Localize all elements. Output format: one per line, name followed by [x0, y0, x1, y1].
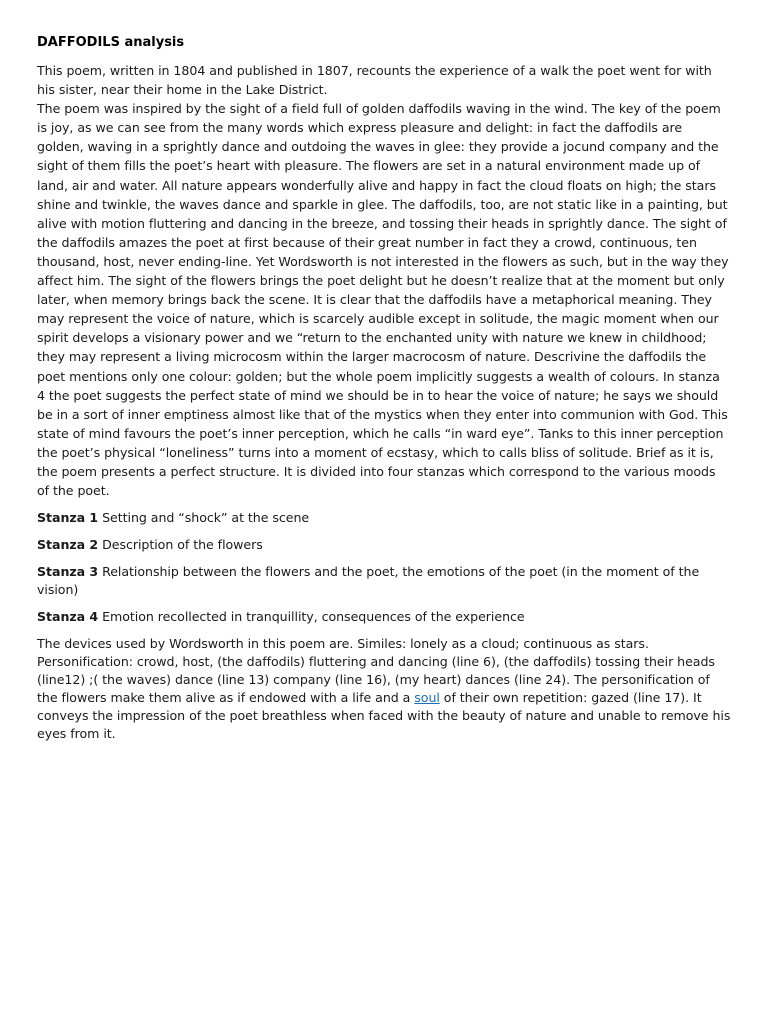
stanza-1-text: Setting and “shock” at the scene: [98, 510, 310, 526]
stanza-3-text: Relationship between the flowers and the poet, the emotions of the poet (in the moment of the vision): [37, 564, 700, 598]
stanza-4-line: [37, 608, 731, 626]
stanza-2-line: [37, 536, 731, 554]
document-page: [37, 33, 731, 743]
stanza-3-line: [37, 563, 731, 599]
stanza-4-text: Emotion recollected in tranquillity, consequences of the experience: [98, 609, 525, 625]
document-title: DAFFODILS analysis: [37, 35, 185, 50]
stanza-2-label: Stanza 2: [37, 537, 99, 553]
stanza-1-label: Stanza 1: [37, 510, 99, 526]
stanza-1-line: [37, 509, 731, 527]
stanza-2-text: Description of the flowers: [98, 537, 263, 553]
devices-text-end: of their own repetition: gazed (line 17). It conveys the impression of the poet breathless when faced with the beauty of nature and unable to remove his eyes from it.: [37, 690, 731, 742]
devices-paragraph: [37, 635, 731, 743]
stanza-3-label: Stanza 3: [37, 564, 99, 580]
stanza-4-label: Stanza 4: [37, 609, 99, 625]
intro-paragraph-2: The poem was inspired by the sight of a field full of golden daffodils waving in the wind. The key of the poem is joy, as we can see from the many words which express pleasure and delight: in fact the daffodils are golden, waving in a sprightly dance and outdoing the waves in glee: they provide a jocund company and the sight of them fills the poet’s heart with pleasure. The flowers are set in a natural environment made up of land, air and water. All nature appears wonderfully alive and happy in fact the cloud floats on high; the stars shine and twinkle, the waves dance and sparkle in glee. The daffodils, too, are not static like in a painting, but alive with motion fluttering and dancing in the breeze, and tossing their heads in sprightly dance. The sight of the daffodils amazes the poet at first because of their great number in fact they a crowd, continuous, ten thousand, host, never ending-line. Yet Wordsworth is not interested in the flowers as such, but in the way they affect him. The sight of the flowers brings the poet delight but he doesn’t realize that at the moment but only later, when memory brings back the scene. It is clear that the daffodils have a metaphorical meaning. They may represent the voice of nature, which is scarcely audible except in solitude, the magic moment when our spirit develops a visionary power and we “return to the enchanted unity with nature we knew in childhood; they may represent a living microcosm within the larger macrocosm of nature. Descrivine the daffodils the poet mentions only one colour: golden; but the whole poem implicitly suggests a wealth of colours. In stanza 4 the poet suggests the perfect state of mind we should be in to hear the voice of nature; he says we should be in a sort of inner emptiness almost like that of the mystics when they enter into communion with God. This state of mind favours the poet’s inner perception, which he calls “in ward eye”. Tanks to this inner perception the poet’s physical “loneliness” turns into a moment of ecstasy, which to calls bliss of solitude. Brief as it is, the poem presents a perfect structure. It is divided into four stanzas which correspond to the various moods of the poet.: [37, 101, 729, 499]
devices-text-start: The devices used by Wordsworth in this poem are. Similes: lonely as a cloud; continuous as stars. Personification: crowd, host, (the daffodils) fluttering and dancing (line 6), (the daffodils) tossing their heads (line12) ;( the waves) dance (line 13) company (line 16), (my heart) dances (line 24). The personification of the flowers make them alive as if endowed with a life and a: [37, 636, 715, 706]
intro-paragraph-1: This poem, written in 1804 and published in 1807, recounts the experience of a walk the poet went for with his sister, near their home in the Lake District.: [37, 63, 712, 98]
soul-link[interactable]: soul: [414, 690, 440, 706]
